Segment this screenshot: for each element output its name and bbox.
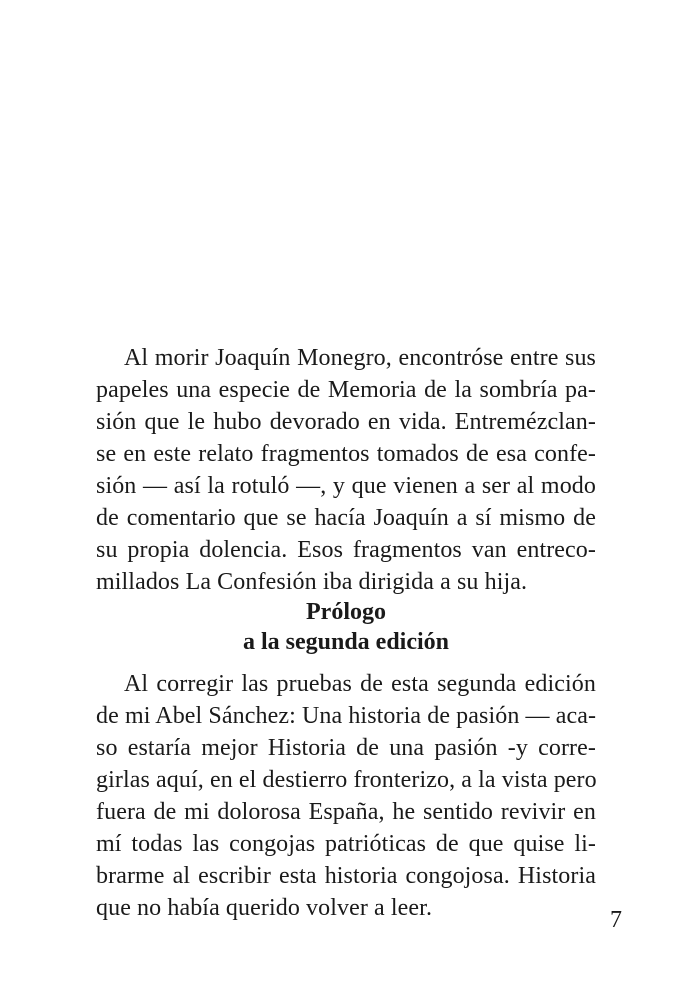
prologue-line: mí todas las congojas patrióticas de que quise li- <box>96 831 596 857</box>
prologue-line: Al corregir las pruebas de esta segunda edición <box>124 671 596 697</box>
section-heading-subtitle: a la segunda edición <box>242 629 450 655</box>
prologue-line: fuera de mi dolorosa España, he sentido revivir en <box>96 799 596 825</box>
intro-line: su propia dolencia. Esos fragmentos van entreco- <box>96 537 596 563</box>
prologue-line: que no había querido volver a leer. <box>96 895 433 921</box>
intro-line: millados La Confesión iba dirigida a su hija. <box>96 569 528 595</box>
prologue-line: brarme al escribir esta historia congojosa. Historia <box>96 863 596 889</box>
prologue-line: de mi Abel Sánchez: Una historia de pasión — aca- <box>96 703 597 729</box>
intro-line: de comentario que se hacía Joaquín a sí mismo de <box>96 505 596 531</box>
section-heading-title: Prólogo <box>306 599 386 625</box>
intro-line: sión — así la rotuló —, y que vienen a ser al modo <box>96 473 596 499</box>
intro-paragraph <box>96 342 596 598</box>
intro-line: sión que le hubo devorado en vida. Entremézclan- <box>96 409 596 435</box>
prologue-line: girlas aquí, en el destierro fronterizo, a la vista pero <box>96 767 597 793</box>
page-number: 7 <box>610 907 622 933</box>
prologue-line: so estaría mejor Historia de una pasión -y corre- <box>96 735 596 761</box>
intro-line: papeles una especie de Memoria de la sombría pa- <box>96 377 596 403</box>
prologue-paragraph <box>96 668 596 924</box>
intro-line: Al morir Joaquín Monegro, encontróse entre sus <box>124 345 596 371</box>
intro-line: se en este relato fragmentos tomados de esa confe- <box>96 441 596 467</box>
